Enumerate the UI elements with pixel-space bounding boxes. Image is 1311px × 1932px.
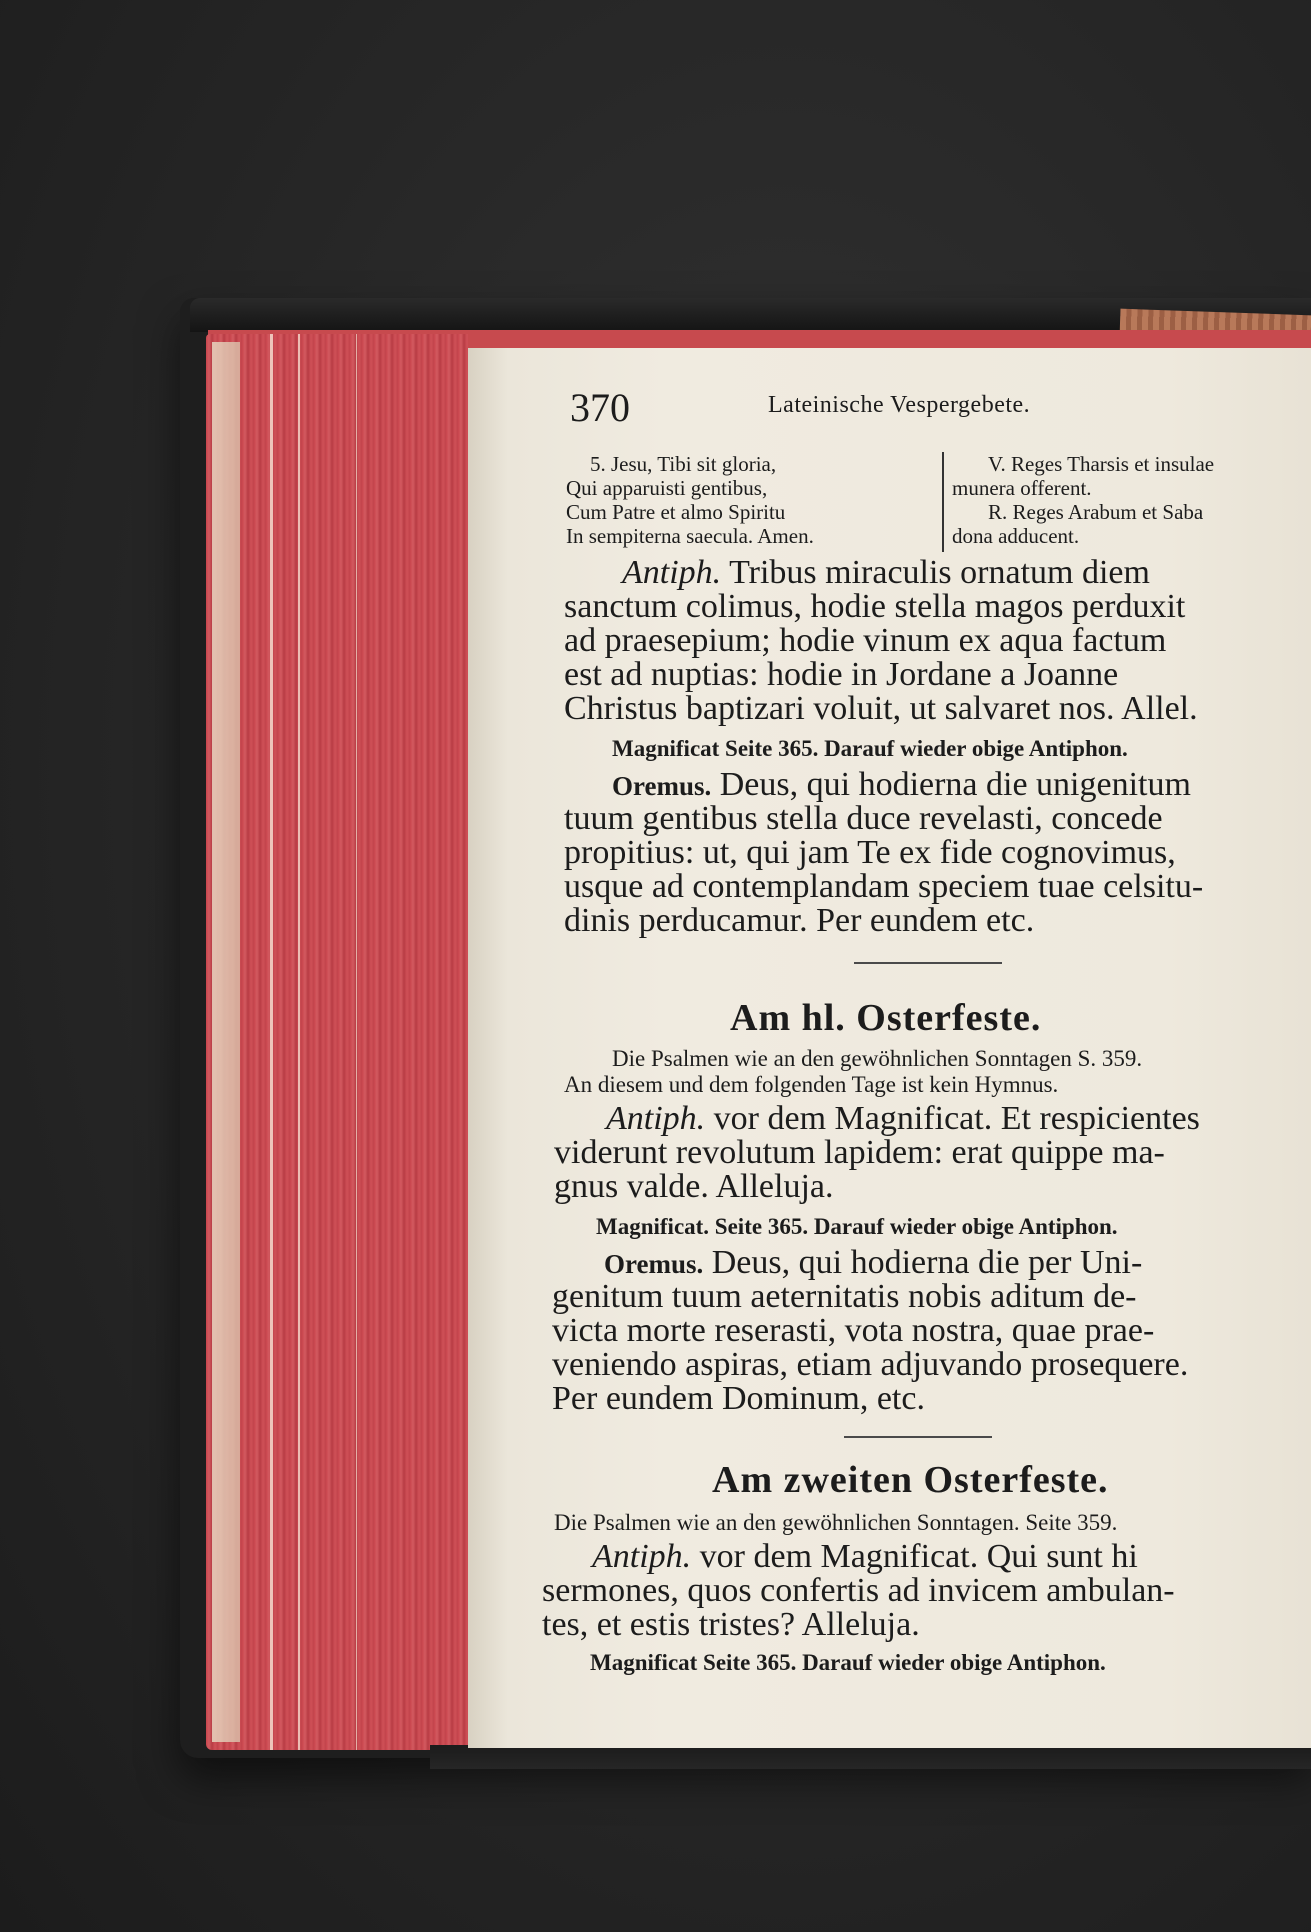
hymn-line: Qui apparuisti gentibus, — [566, 476, 768, 500]
oremus-line: dinis perducamur. Per eundem etc. — [564, 902, 1035, 939]
book-bottom-shadow — [430, 1745, 1311, 1769]
section-note: Die Psalmen wie an den gewöhnlichen Sonntagen S. 359. — [612, 1046, 1143, 1071]
versicle-line: munera offerent. — [952, 476, 1092, 500]
antiphon-line: sanctum colimus, hodie stella magos perduxit — [564, 588, 1186, 625]
oremus-label: Oremus. — [612, 771, 712, 801]
oremus-line: Per eundem Dominum, etc. — [552, 1380, 925, 1417]
section-divider — [854, 962, 1002, 964]
oremus-first-line — [612, 766, 1191, 803]
running-head: Lateinische Vespergebete. — [768, 392, 1031, 418]
hymn-line: In sempiterna saecula. Amen. — [566, 524, 814, 548]
oremus-line: genitum tuum aeternitatis nobis aditum de- — [552, 1278, 1137, 1315]
antiphon-line: Christus baptizari voluit, ut salvaret nos. Allel. — [564, 690, 1198, 727]
antiphon-text: Tribus miraculis ornatum diem — [729, 554, 1150, 591]
section-heading: Am hl. Osterfeste. — [730, 997, 1042, 1039]
oremus-line: usque ad contemplandam speciem tuae celsitu- — [564, 868, 1204, 905]
column-divider — [942, 452, 944, 552]
hymn-line: 5. Jesu, Tibi sit gloria, — [590, 452, 777, 476]
oremus-line: propitius: ut, qui jam Te ex fide cognovimus, — [564, 834, 1176, 871]
versicle-line: R. Reges Arabum et Saba — [988, 500, 1204, 524]
oremus-line: veniendo aspiras, etiam adjuvando prosequere. — [552, 1346, 1189, 1383]
oremus-text: Deus, qui hodierna die per Uni- — [711, 1244, 1143, 1281]
antiphon-line: tes, et estis tristes? Alleluja. — [542, 1606, 920, 1643]
oremus-line: victa morte reserasti, vota nostra, quae prae- — [552, 1312, 1155, 1349]
versicle-line: dona adducent. — [952, 524, 1080, 548]
antiphon-line: ad praesepium; hodie vinum ex aqua factum — [564, 622, 1167, 659]
antiphon-text: vor dem Magnificat. Et respicientes — [713, 1100, 1200, 1137]
antiphon-label: Antiph. — [606, 1100, 706, 1137]
magnificat-note: Magnificat Seite 365. Darauf wieder obige Antiphon. — [590, 1650, 1106, 1675]
left-page-strip — [212, 342, 240, 1742]
antiphon-line: gnus valde. Alleluja. — [554, 1168, 834, 1205]
antiphon-label: Antiph. — [622, 554, 722, 591]
oremus-first-line — [604, 1244, 1143, 1281]
section-divider — [844, 1436, 992, 1438]
antiphon-first-line — [592, 1538, 1138, 1575]
book-page — [468, 348, 1311, 1748]
antiphon-text: vor dem Magnificat. Qui sunt hi — [699, 1538, 1138, 1575]
section-heading: Am zweiten Osterfeste. — [712, 1459, 1109, 1501]
oremus-line: tuum gentibus stella duce revelasti, concede — [564, 800, 1163, 837]
magnificat-note: Magnificat. Seite 365. Darauf wieder obige Antiphon. — [596, 1214, 1118, 1239]
antiphon-label: Antiph. — [592, 1538, 692, 1575]
oremus-text: Deus, qui hodierna die unigenitum — [719, 766, 1191, 803]
antiphon-line: viderunt revolutum lapidem: erat quippe ma- — [554, 1134, 1165, 1171]
antiphon-line: sermones, quos confertis ad invicem ambulan- — [542, 1572, 1175, 1609]
section-note: An diesem und dem folgenden Tage ist kein Hymnus. — [564, 1072, 1059, 1097]
magnificat-note: Magnificat Seite 365. Darauf wieder obige Antiphon. — [612, 736, 1128, 761]
section-note: Die Psalmen wie an den gewöhnlichen Sonntagen. Seite 359. — [554, 1510, 1118, 1535]
hymn-line: Cum Patre et almo Spiritu — [566, 500, 786, 524]
antiphon-first-line — [622, 554, 1150, 591]
antiphon-line: est ad nuptias: hodie in Jordane a Joanne — [564, 656, 1119, 693]
oremus-label: Oremus. — [604, 1249, 704, 1279]
antiphon-first-line — [606, 1100, 1200, 1137]
page-edge-highlights — [206, 334, 468, 1750]
page-number: 370 — [570, 385, 630, 430]
versicle-line: V. Reges Tharsis et insulae — [988, 452, 1215, 476]
